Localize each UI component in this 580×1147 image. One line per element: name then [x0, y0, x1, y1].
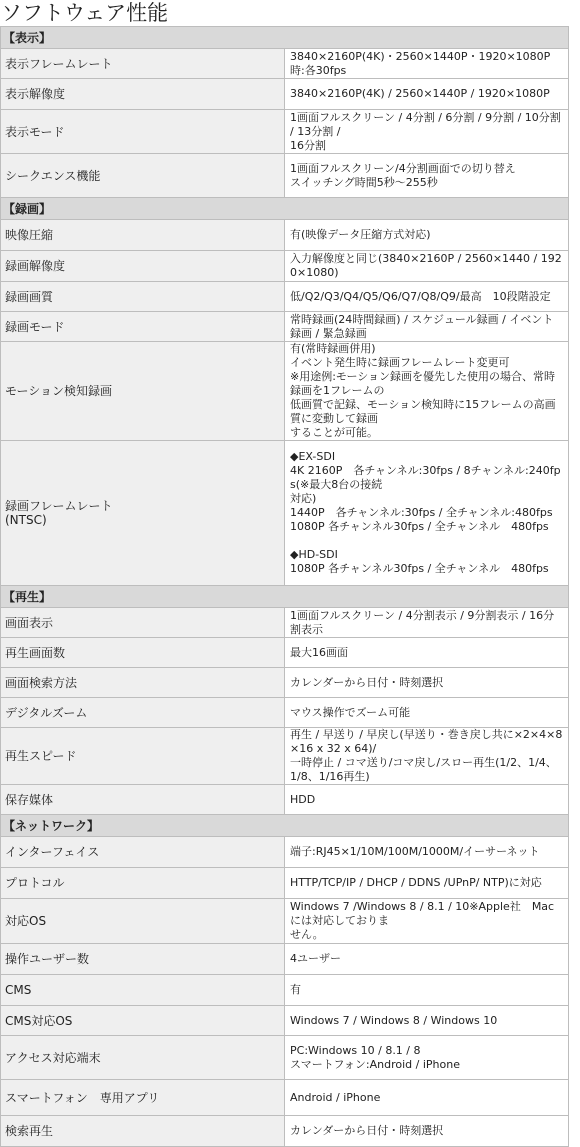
section-header-row: [1, 198, 569, 220]
spec-label: アクセス対応端末: [1, 1036, 285, 1080]
spec-value: [285, 608, 569, 638]
spec-label: 表示解像度: [1, 79, 285, 110]
spec-value-line: HTTP/TCP/IP / DHCP / DDNS /UPnP/ NTP)に対応: [290, 876, 542, 889]
spec-row: [1, 110, 569, 154]
spec-row: [1, 251, 569, 282]
spec-label: 再生スピード: [1, 728, 285, 785]
spec-value-line: 低/Q2/Q3/Q4/Q5/Q6/Q7/Q8/Q9/最高 10段階設定: [290, 289, 551, 303]
spec-value-line: ◆HD-SDI: [290, 548, 338, 561]
spec-value-line: することが可能。: [290, 426, 378, 439]
spec-value: [285, 728, 569, 785]
spec-row: [1, 441, 569, 586]
spec-label: 再生画面数: [1, 638, 285, 668]
section-header-row: [1, 815, 569, 837]
spec-value-line: 1080P 各チャンネル30fps / 全チャンネル 480fps: [290, 562, 549, 575]
spec-table-body: [1, 27, 569, 1147]
spec-value: [285, 837, 569, 868]
spec-value-line: 低画質で記録、モーション検知時に15フレームの高画質に変動して録画: [290, 398, 556, 425]
spec-value: [285, 251, 569, 282]
spec-row: [1, 608, 569, 638]
spec-label: CMS対応OS: [1, 1006, 285, 1036]
spec-row: [1, 1080, 569, 1116]
spec-value: [285, 638, 569, 668]
spec-value-line: 16分割: [290, 138, 326, 152]
spec-label: 保存媒体: [1, 785, 285, 815]
spec-value-line: 一時停止 / コマ送り/コマ戻し/スロー再生(1/2、1/4、1/8、1/16再生): [290, 756, 557, 783]
spec-label: デジタルズーム: [1, 698, 285, 728]
spec-row: [1, 899, 569, 944]
spec-value: [285, 342, 569, 441]
spec-label: 画面検索方法: [1, 668, 285, 698]
spec-label: モーション検知録画: [1, 342, 285, 441]
spec-row: [1, 49, 569, 79]
spec-value: [285, 441, 569, 586]
spec-value-line: イベント発生時に録画フレームレート変更可: [290, 356, 510, 369]
spec-value: [285, 1036, 569, 1080]
spec-row: [1, 668, 569, 698]
spec-value: [285, 79, 569, 110]
spec-row: [1, 312, 569, 342]
spec-row: [1, 154, 569, 198]
spec-row: [1, 342, 569, 441]
spec-label: 録画画質: [1, 282, 285, 312]
spec-row: [1, 79, 569, 110]
spec-value-line: [290, 534, 564, 548]
spec-value-line: 1440P 各チャンネル:30fps / 全チャンネル:480fps: [290, 506, 553, 519]
spec-value: [285, 49, 569, 79]
spec-value: [285, 899, 569, 944]
spec-row: [1, 1036, 569, 1080]
spec-label: 表示フレームレート: [1, 49, 285, 79]
spec-label: 録画モード: [1, 312, 285, 342]
spec-value: [285, 698, 569, 728]
spec-label: 映像圧縮: [1, 220, 285, 251]
spec-value: [285, 312, 569, 342]
spec-row: [1, 975, 569, 1006]
spec-row: [1, 837, 569, 868]
page-title: ソフトウェア性能: [1, 1, 169, 25]
spec-value-line: 最大16画面: [290, 645, 348, 659]
spec-value: [285, 1006, 569, 1036]
spec-label: 対応OS: [1, 899, 285, 944]
spec-table: [0, 26, 569, 1147]
spec-value-line: PC:Windows 10 / 8.1 / 8: [290, 1043, 421, 1057]
spec-value-line: 4K 2160P 各チャンネル:30fps / 8チャンネル:240fps(※最大8台の接続: [290, 464, 561, 491]
spec-value-line: 有: [290, 983, 301, 996]
spec-row: [1, 282, 569, 312]
spec-label: 画面表示: [1, 608, 285, 638]
spec-value-line: Windows 7 / Windows 8 / Windows 10: [290, 1013, 498, 1027]
spec-value-line: カレンダーから日付・時刻選択: [290, 675, 444, 689]
spec-row: [1, 868, 569, 899]
spec-value-line: 再生 / 早送り / 早戻し(早送り・巻き戻し共に×2×4×8×16 x 32 x 64)/: [290, 728, 563, 755]
spec-value-line: Windows 7 /Windows 8 / 8.1 / 10※Apple社 Macには対応しておりま: [290, 900, 555, 927]
spec-row: [1, 698, 569, 728]
spec-row: [1, 220, 569, 251]
spec-value-line: スマートフォン:Android / iPhone: [290, 1057, 460, 1071]
spec-value-line: 3840×2160P(4K) / 2560×1440P / 1920×1080P: [290, 87, 550, 100]
spec-value-line: 端子:RJ45×1/10M/100M/1000M/イーサーネット: [290, 845, 540, 858]
spec-row: [1, 1116, 569, 1147]
spec-value-line: 3840×2160P(4K)・2560×1440P・1920×1080P時:各30fps: [290, 49, 551, 77]
spec-label: CMS: [1, 975, 285, 1006]
spec-value-line: ◆EX-SDI: [290, 450, 336, 463]
spec-label: 録画解像度: [1, 251, 285, 282]
spec-value: [285, 154, 569, 198]
spec-value-line: Android / iPhone: [290, 1090, 381, 1104]
spec-value-line: 入力解像度と同じ(3840×2160P / 2560×1440 / 1920×1080): [290, 252, 562, 279]
spec-label: 録画フレームレート (NTSC): [1, 441, 285, 586]
section-header-row: [1, 586, 569, 608]
spec-row: [1, 785, 569, 815]
spec-value: [285, 975, 569, 1006]
spec-value-line: 1画面フルスクリーン / 4分割 / 6分割 / 9分割 / 10分割 / 13分割 /: [290, 110, 565, 138]
spec-value-line: せん。: [290, 928, 324, 941]
section-header: 【ネットワーク】: [1, 815, 569, 837]
spec-row: [1, 944, 569, 975]
spec-label: 検索再生: [1, 1116, 285, 1147]
spec-value-line: カレンダーから日付・時刻選択: [290, 1124, 444, 1137]
spec-label: プロトコル: [1, 868, 285, 899]
spec-value-line: 有(常時録画併用): [290, 342, 376, 355]
spec-value: [285, 785, 569, 815]
spec-value: [285, 220, 569, 251]
spec-label: インターフェイス: [1, 837, 285, 868]
spec-value-line: マウス操作でズーム可能: [290, 705, 411, 719]
spec-value-line: 対応): [290, 492, 317, 505]
section-header-row: [1, 27, 569, 49]
section-header: 【再生】: [1, 586, 569, 608]
spec-label: シークエンス機能: [1, 154, 285, 198]
spec-value-line: 1080P 各チャンネル30fps / 全チャンネル 480fps: [290, 520, 549, 533]
spec-value-line: 常時録画(24時間録画) / スケジュール録画 / イベント録画 / 緊急録画: [290, 312, 554, 340]
spec-label: スマートフォン 専用アプリ: [1, 1080, 285, 1116]
spec-value: [285, 110, 569, 154]
spec-value: [285, 1116, 569, 1147]
spec-value-line: ※用途例:モーション録画を優先した使用の場合、常時録画を1フレームの: [290, 370, 556, 397]
spec-value-line: 1画面フルスクリーン/4分割画面での切り替え: [290, 161, 516, 175]
spec-label: 操作ユーザー数: [1, 944, 285, 975]
spec-value: [285, 668, 569, 698]
spec-row: [1, 638, 569, 668]
spec-row: [1, 1006, 569, 1036]
spec-value-line: 4ユーザー: [290, 952, 341, 965]
spec-value: [285, 868, 569, 899]
spec-value-line: HDD: [290, 792, 316, 806]
spec-label: 表示モード: [1, 110, 285, 154]
section-header: 【表示】: [1, 27, 569, 49]
spec-value: [285, 944, 569, 975]
spec-value-line: 有(映像データ圧縮方式対応): [290, 228, 431, 241]
spec-value-line: スイッチング時間5秒～255秒: [290, 175, 438, 189]
spec-value-line: 1画面フルスクリーン / 4分割表示 / 9分割表示 / 16分割表示: [290, 608, 555, 636]
spec-row: [1, 728, 569, 785]
spec-value: [285, 282, 569, 312]
section-header: 【録画】: [1, 198, 569, 220]
spec-value: [285, 1080, 569, 1116]
